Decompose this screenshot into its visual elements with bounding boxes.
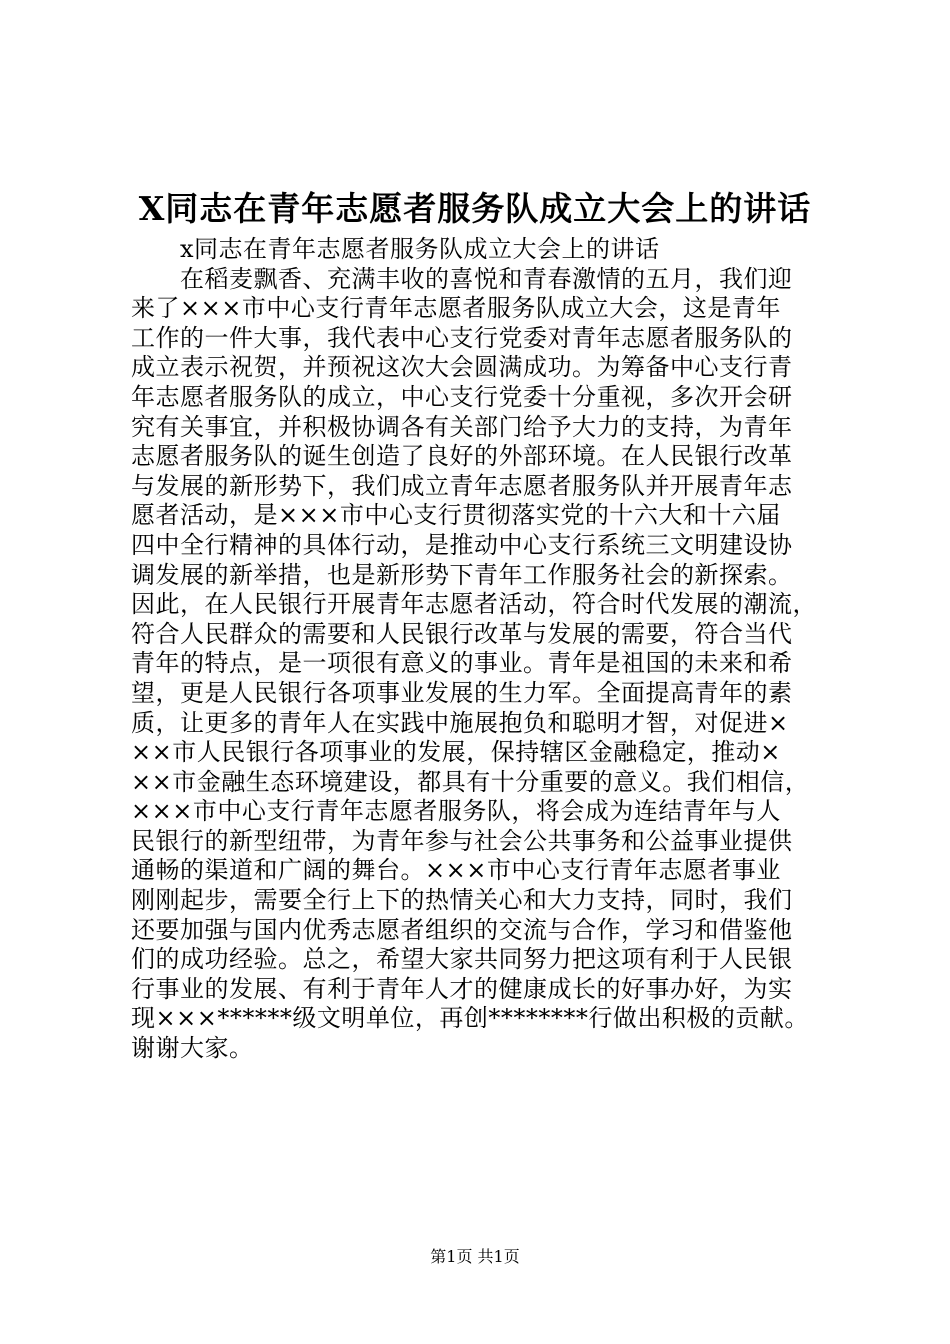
body-line: ××市人民银行各项事业的发展，保持辖区金融稳定，推动× [131, 738, 781, 767]
body-line: 质，让更多的青年人在实践中施展抱负和聪明才智，对促进× [131, 708, 789, 737]
body-line: 青年的特点，是一项很有意义的事业。青年是祖国的未来和希 [131, 649, 793, 678]
body-line: 还要加强与国内优秀志愿者组织的交流与合作，学习和借鉴他 [131, 915, 793, 944]
body-line: 们的成功经验。总之，希望大家共同努力把这项有利于人民银 [131, 945, 793, 974]
body-line: 愿者活动，是×××市中心支行贯彻落实党的十六大和十六届 [131, 501, 781, 530]
body-line: ×××市中心支行青年志愿者服务队，将会成为连结青年与人 [131, 797, 781, 826]
body-line: 调发展的新举措，也是新形势下青年工作服务社会的新探索。 [131, 560, 793, 589]
body-line: 究有关事宜，并积极协调各有关部门给予大力的支持，为青年 [131, 412, 793, 441]
body-line: 在稻麦飘香、充满丰收的喜悦和青春激情的五月，我们迎 [131, 264, 793, 293]
body-line: 成立表示祝贺，并预祝这次大会圆满成功。为筹备中心支行青 [131, 353, 793, 382]
body-line: 刚刚起步，需要全行上下的热情关心和大力支持，同时，我们 [131, 886, 793, 915]
body-line: 因此，在人民银行开展青年志愿者活动，符合时代发展的潮流， [131, 590, 817, 619]
document-body [131, 235, 851, 1064]
body-line: 工作的一件大事，我代表中心支行党委对青年志愿者服务队的 [131, 323, 793, 352]
body-line: 志愿者服务队的诞生创造了良好的外部环境。在人民银行改革 [131, 442, 793, 471]
body-line: 符合人民群众的需要和人民银行改革与发展的需要，符合当代 [131, 619, 793, 648]
body-line: 年志愿者服务队的成立，中心支行党委十分重视，多次开会研 [131, 382, 793, 411]
body-line: 四中全行精神的具体行动，是推动中心支行系统三文明建设协 [131, 530, 793, 559]
body-line: x同志在青年志愿者服务队成立大会上的讲话 [131, 235, 660, 263]
body-line: 通畅的渠道和广阔的舞台。×××市中心支行青年志愿者事业 [131, 856, 781, 885]
body-line: 现×××******级文明单位，再创********行做出积极的贡献。 [131, 1004, 809, 1033]
body-line: ××市金融生态环境建设，都具有十分重要的意义。我们相信， [131, 767, 810, 796]
body-line: 谢谢大家。 [131, 1034, 254, 1063]
page-footer: 第1页 共1页 [430, 1247, 520, 1266]
body-line: 民银行的新型纽带，为青年参与社会公共事务和公益事业提供 [131, 826, 793, 855]
body-line: 望，更是人民银行各项事业发展的生力军。全面提高青年的素 [131, 678, 793, 707]
body-line: 来了×××市中心支行青年志愿者服务队成立大会，这是青年 [131, 294, 781, 323]
body-line: 行事业的发展、有利于青年人才的健康成长的好事办好，为实 [131, 974, 793, 1003]
body-line: 与发展的新形势下，我们成立青年志愿者服务队并开展青年志 [131, 471, 793, 500]
document-title: X同志在青年志愿者服务队成立大会上的讲话 [138, 189, 812, 228]
